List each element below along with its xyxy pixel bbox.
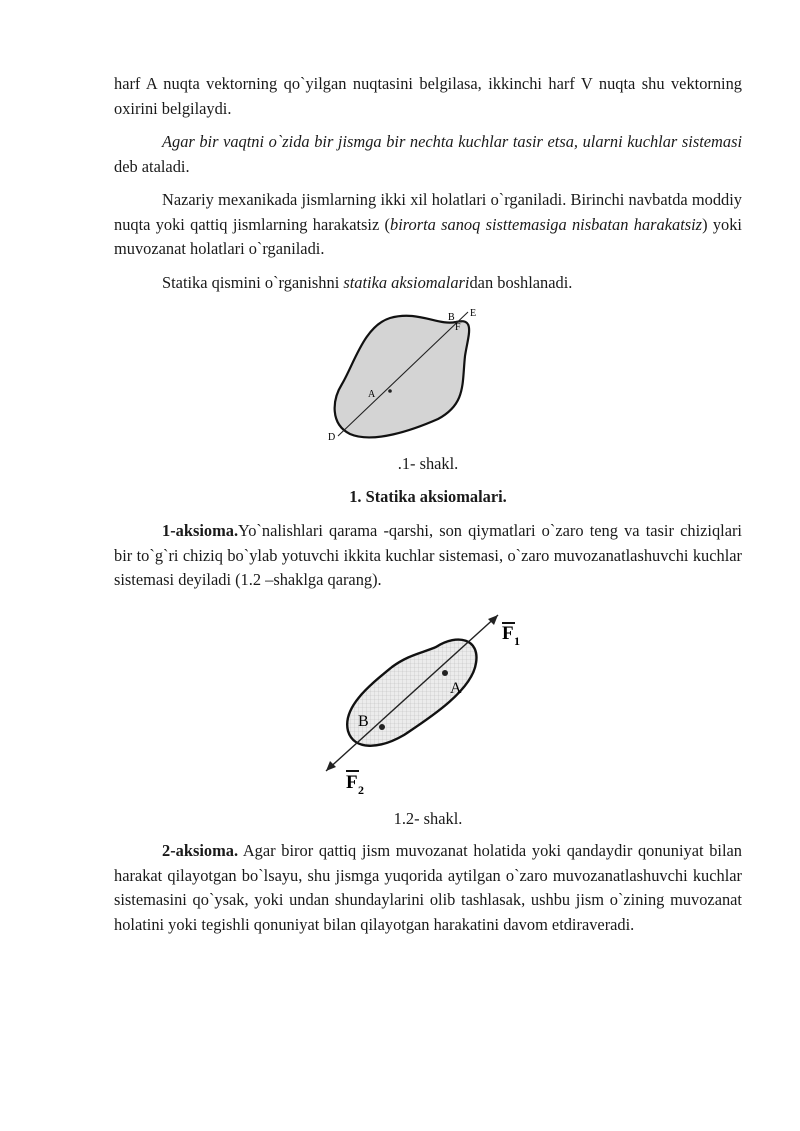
paragraph-4: Statika qismini o`rganishni statika aksiomalaridan boshlanadi. — [162, 272, 573, 292]
paragraph-3: Nazariy mexanikada jismlarning ikki xil holatlari o`rganiladi. Birinchi navbatda moddiy nuqta yoki qattiq jismlarning harakatsiz (birorta sanoq sisttemasiga nisbatan harakatsiz) yoki muvozanat holatlari o`rganiladi. — [114, 190, 742, 258]
label-f: F — [455, 322, 461, 333]
label-a: A — [450, 679, 462, 697]
label-f2-subscript: 2 — [358, 782, 364, 797]
point-a-dot — [388, 389, 392, 393]
paragraph-2: Agar bir vaqtni o`zida bir jismga bir nechta kuchlar tasir etsa, ularni kuchlar sistemasi deb ataladi. — [114, 132, 742, 176]
label-f1: F — [502, 622, 514, 644]
figure-1-caption: .1- shakl. — [397, 454, 459, 473]
rigid-body-shape — [335, 316, 469, 438]
axiom-1-title: 1-aksioma. — [162, 521, 239, 540]
label-f1-subscript: 1 — [514, 633, 520, 648]
point-a-dot — [442, 670, 448, 676]
label-d: D — [328, 432, 336, 443]
line-of-action — [326, 615, 498, 771]
axiom-2-title: 2-aksioma. — [162, 841, 239, 860]
paragraph-1: harf A nuqta vektorning qo`yilgan nuqtasini belgilasa, ikkinchi harf V nuqta shu vektorning oxirini belgilaydi. — [114, 74, 742, 118]
axiom-2-paragraph: 2-aksioma. Agar biror qattiq jism muvozanat holatida yoki qandaydir qonuniyat bilan harakat qilayotgan bo`lsayu, shu jismga yuqorida aytilgan o`zaro muvozanatlashuvchi kuchlar sistemasini qo`ysak, yoki undan shundaylarini olib tashlasak, ushbu jism o`zining muvozanat holatini yoki tegishli qonuniyat bilan qilayotgan harakatini davom etdiraveradi. — [114, 841, 742, 934]
figure-2-caption: 1.2- shakl. — [393, 808, 463, 828]
point-b-dot — [379, 724, 385, 730]
italic-definition: Agar bir vaqtni o`zida bir jismga bir nechta kuchlar tasir etsa, ularni kuchlar sistemasi — [162, 132, 742, 151]
figure-2 — [318, 603, 538, 799]
label-e: E — [470, 308, 477, 319]
label-a: A — [368, 389, 376, 400]
axiom-1-paragraph: 1-aksioma.Yo`nalishlari qarama -qarshi, son qiymatlari o`zaro teng va tasir chiziqlari bir to`g`ri chiziq bo`ylab yotuvchi ikkita kuchlar sistemasi, o`zaro muvozanatlashuvchi kuchlar sistemasi deyiladi (1.2 –shaklga qarang). — [114, 521, 742, 589]
figure-2-diagram — [318, 603, 538, 799]
label-b: B — [358, 712, 369, 730]
label-b: B — [448, 312, 455, 323]
section-heading: 1. Statika aksiomalari. — [349, 486, 507, 506]
label-f2: F — [346, 771, 358, 793]
figure-1-diagram — [328, 304, 528, 446]
figure-1 — [328, 304, 528, 446]
document-page — [114, 72, 742, 946]
